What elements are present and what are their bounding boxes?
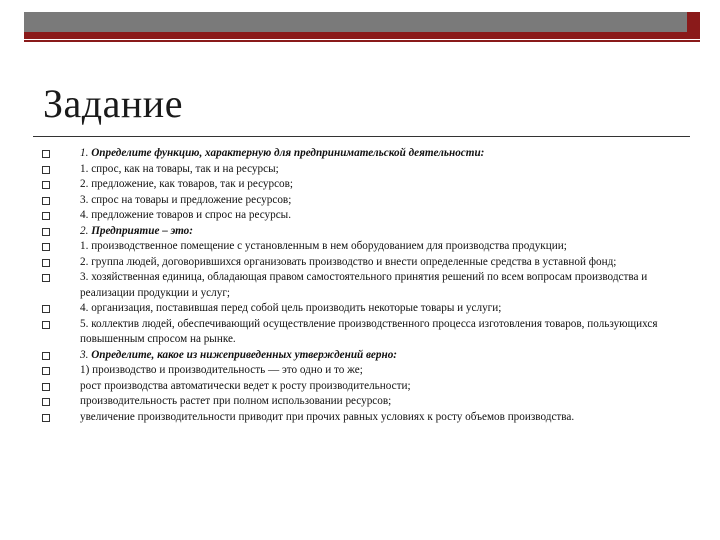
list-item (42, 208, 672, 224)
answer-option-text: 2. группа людей, договорившихся организовать производство и внести определенные средства в уставной фонд; (80, 255, 617, 268)
answer-option-text: 3. спрос на товары и предложение ресурсов; (80, 193, 292, 206)
list-item (42, 379, 672, 395)
list-item (42, 255, 672, 271)
list-item (42, 363, 672, 379)
slide-title: Задание (43, 81, 183, 126)
square-bullet-icon (42, 398, 50, 406)
title-divider (33, 136, 690, 137)
square-bullet-icon (42, 181, 50, 189)
answer-option-text: 3. хозяйственная единица, обладающая правом самостоятельного принятия решений по всем вопросам производства и реализации продукции и услуг; (80, 271, 648, 299)
square-bullet-icon (42, 305, 50, 313)
list-item (42, 224, 672, 240)
answer-option-text: 2. предложение, как товаров, так и ресурсов; (80, 178, 294, 190)
square-bullet-icon (42, 259, 50, 267)
question-text: Предприятие – это: (88, 224, 193, 237)
list-item (42, 239, 672, 255)
square-bullet-icon (42, 150, 50, 158)
question-text: Определите функцию, характерную для предпринимательской деятельности: (88, 147, 485, 159)
square-bullet-icon (42, 243, 50, 251)
answer-option-text: рост производства автоматически ведет к росту производительности; (80, 379, 411, 392)
list-item (42, 348, 672, 364)
task-list (42, 146, 672, 425)
header-accent-line (24, 32, 700, 39)
question-text: Определите, какое из нижеприведенных утверждений верно: (88, 348, 398, 361)
header-accent-square (687, 12, 700, 32)
list-item (42, 177, 672, 193)
square-bullet-icon (42, 414, 50, 422)
list-item (42, 394, 672, 410)
question-number: 2. (80, 224, 89, 237)
square-bullet-icon (42, 197, 50, 205)
list-item (42, 162, 672, 178)
question-number: 3. (80, 348, 89, 361)
square-bullet-icon (42, 274, 50, 282)
answer-option-text: 1. спрос, как на товары, так и на ресурсы; (80, 162, 279, 175)
answer-option-text: производительность растет при полном использовании ресурсов; (80, 395, 392, 407)
header-accent-thin-line (24, 40, 700, 42)
square-bullet-icon (42, 212, 50, 220)
square-bullet-icon (42, 367, 50, 375)
square-bullet-icon (42, 383, 50, 391)
answer-option-text: увеличение производительности приводит при прочих равных условиях к росту объемов производства. (80, 410, 575, 423)
square-bullet-icon (42, 321, 50, 329)
list-item (42, 270, 672, 301)
list-item (42, 317, 672, 348)
question-number: 1. (80, 147, 89, 159)
square-bullet-icon (42, 228, 50, 236)
list-item (42, 301, 672, 317)
square-bullet-icon (42, 352, 50, 360)
list-item (42, 146, 672, 162)
answer-option-text: 1) производство и производительность — это одно и то же; (80, 364, 363, 376)
answer-option-text: 1. производственное помещение с установленным в нем оборудованием для производства продукции; (80, 240, 567, 252)
answer-option-text: 4. организация, поставившая перед собой цель производить некоторые товары и услуги; (80, 302, 502, 314)
list-item (42, 193, 672, 209)
square-bullet-icon (42, 166, 50, 174)
answer-option-text: 4. предложение товаров и спрос на ресурсы. (80, 209, 291, 221)
answer-option-text: 5. коллектив людей, обеспечивающий осуществление производственного процесса изготовления товаров, пользующихся повышенным спросом на рынке. (80, 317, 658, 345)
header-gray-bar (24, 12, 700, 32)
list-item (42, 410, 672, 426)
